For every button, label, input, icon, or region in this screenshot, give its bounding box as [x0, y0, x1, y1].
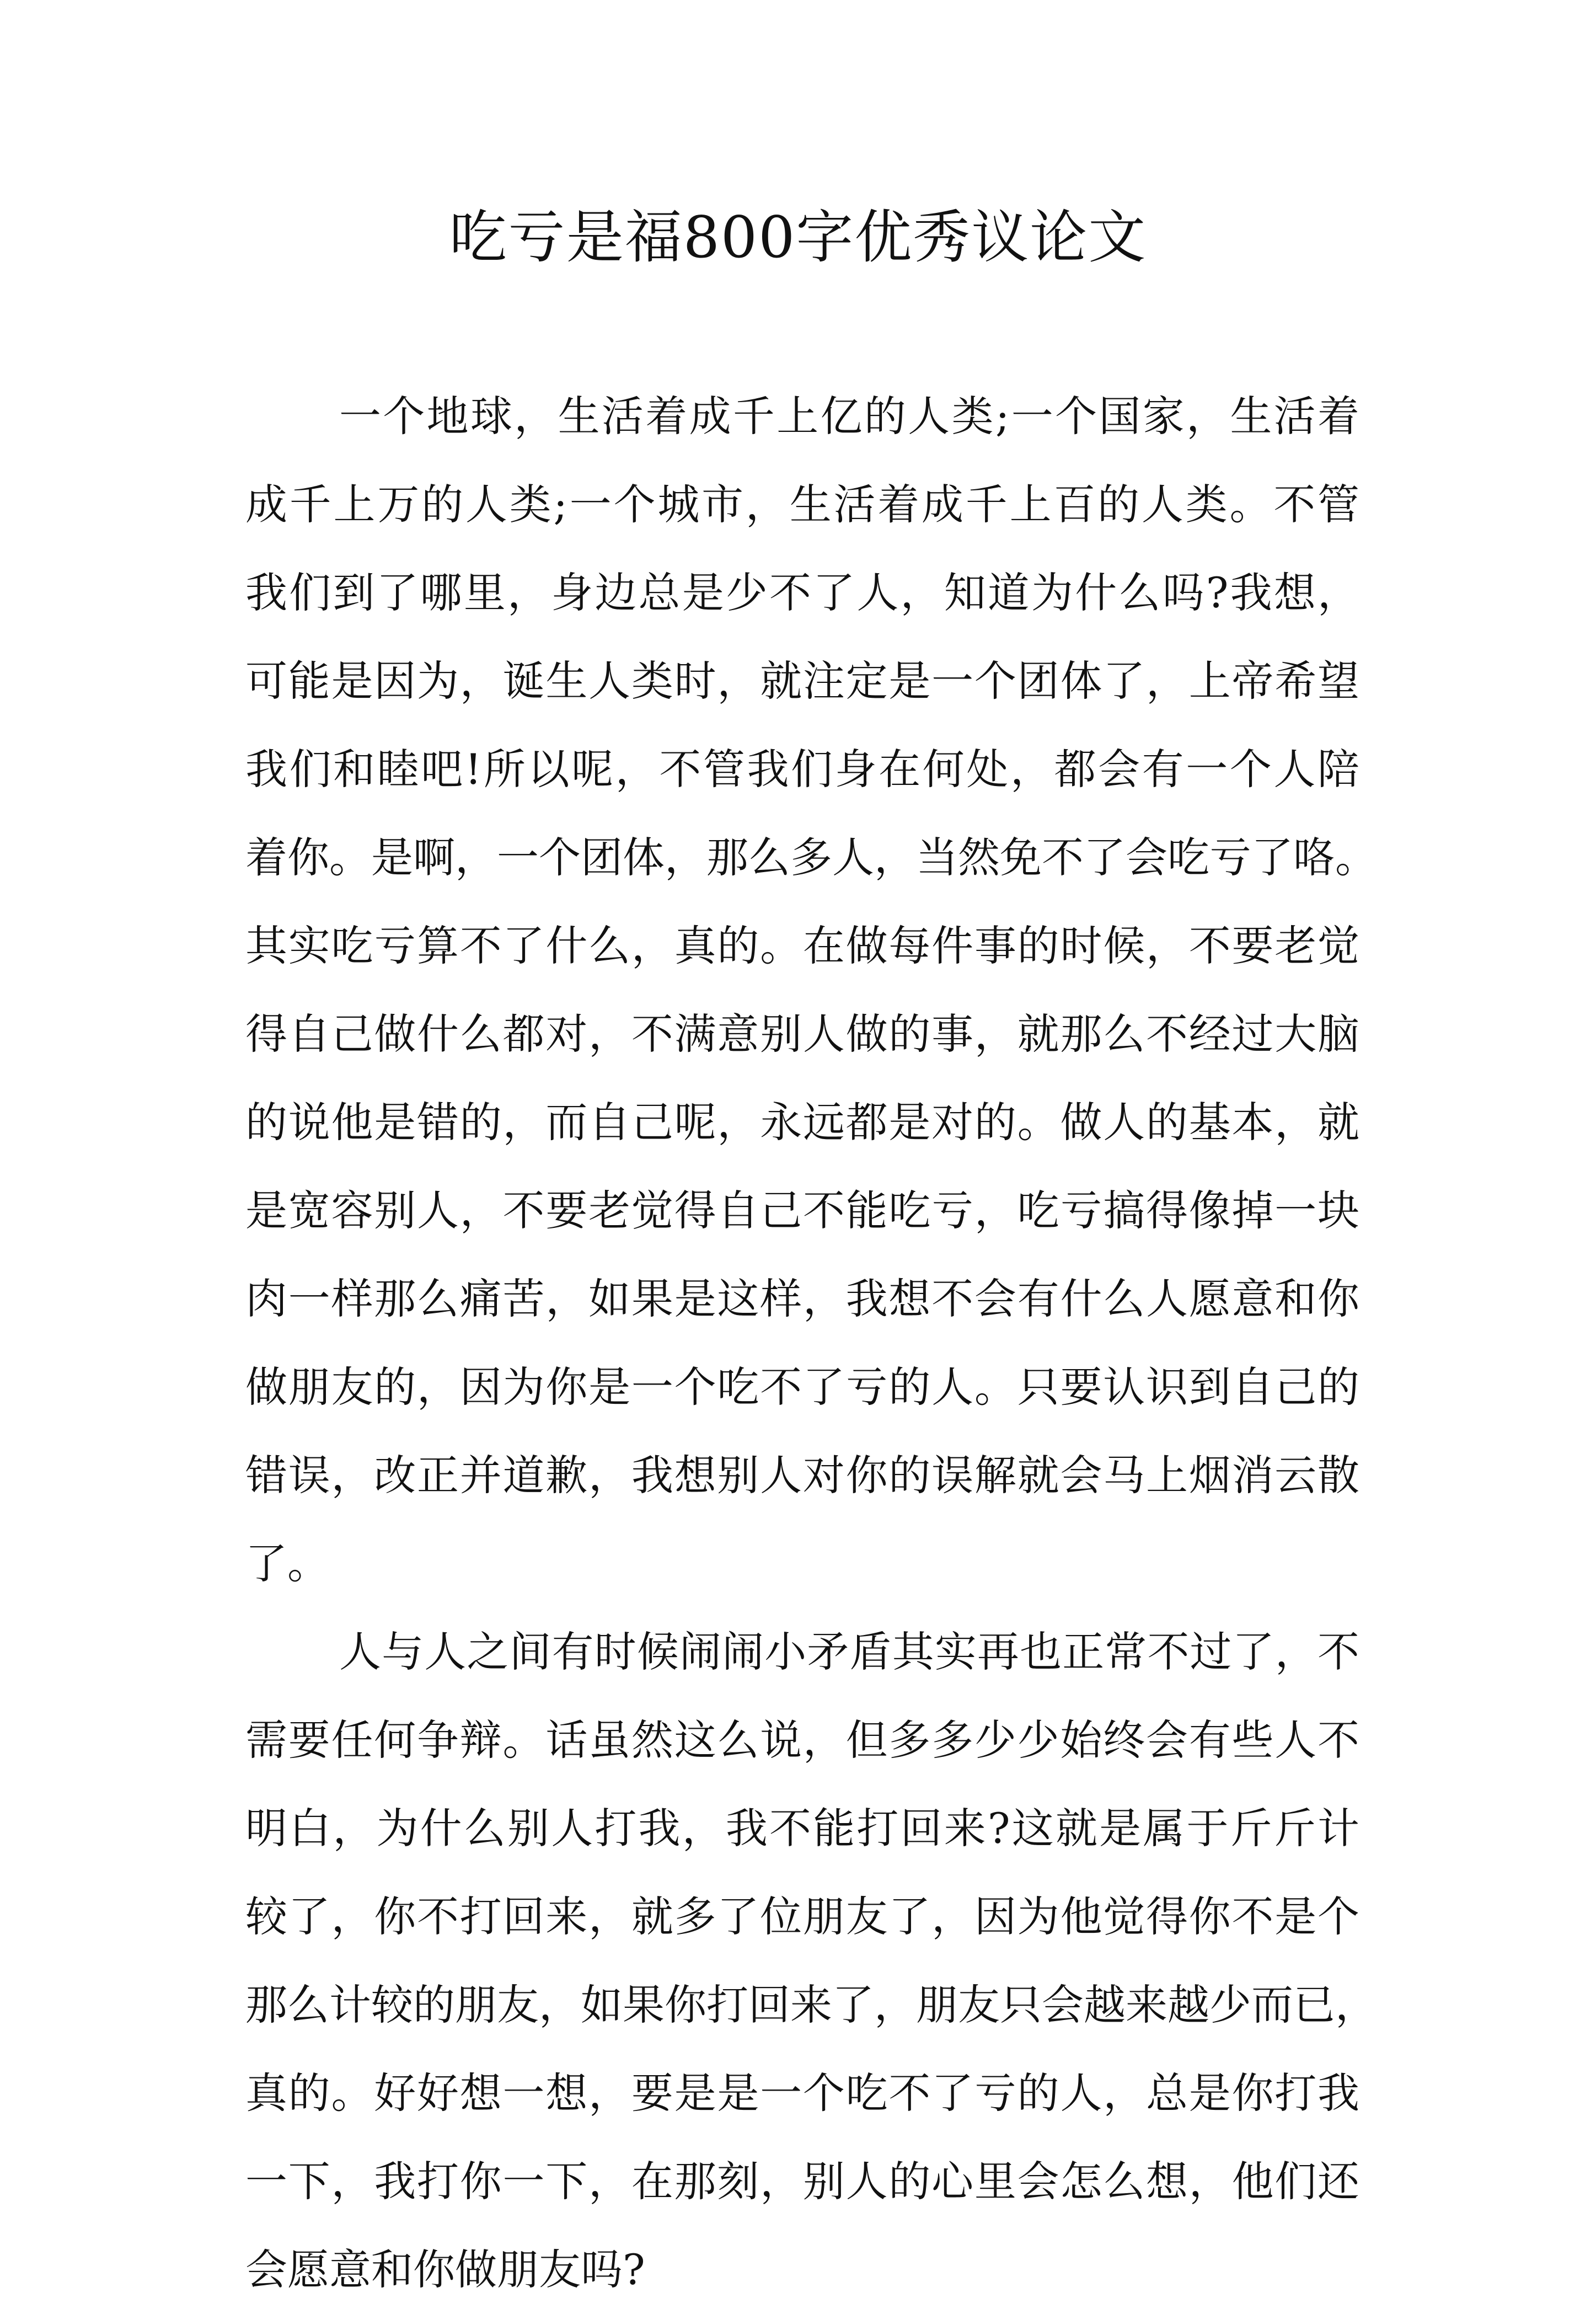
text-line: 着你。是啊，一个团体，那么多人，当然免不了会吃亏了咯。	[245, 833, 1377, 882]
text-line: 其实吃亏算不了什么，真的。在做每件事的时候，不要老觉	[245, 921, 1359, 970]
paragraph	[245, 372, 1377, 1608]
text-line: 错误，改正并道歉，我想别人对你的误解就会马上烟消云散	[245, 1451, 1359, 1500]
paragraph	[245, 1608, 1377, 2314]
text-line: 是宽容别人，不要老觉得自己不能吃亏，吃亏搞得像掉一块	[245, 1186, 1359, 1235]
text-line: 需要任何争辩。话虽然这么说，但多多少少始终会有些人不	[245, 1716, 1359, 1765]
text-line: 的说他是错的，而自己呢，永远都是对的。做人的基本，就	[245, 1098, 1359, 1147]
text-line: 一下，我打你一下，在那刻，别人的心里会怎么想，他们还	[245, 2157, 1359, 2206]
text-line: 一个地球，生活着成千上亿的人类;一个国家，生活着	[339, 392, 1359, 441]
document-body	[245, 372, 1377, 2314]
text-line: 做朋友的，因为你是一个吃不了亏的人。只要认识到自己的	[245, 1362, 1359, 1412]
text-line: 真的。好好想一想，要是是一个吃不了亏的人，总是你打我	[245, 2069, 1359, 2118]
text-line: 较了，你不打回来，就多了位朋友了，因为他觉得你不是个	[245, 1892, 1359, 1941]
text-line: 了。	[245, 1539, 329, 1588]
text-line: 明白，为什么别人打我，我不能打回来?这就是属于斤斤计	[245, 1804, 1359, 1853]
text-line: 人与人之间有时候闹闹小矛盾其实再也正常不过了，不	[339, 1627, 1359, 1676]
text-line: 我们到了哪里，身边总是少不了人，知道为什么吗?我想，	[245, 568, 1359, 617]
text-line: 肉一样那么痛苦，如果是这样，我想不会有什么人愿意和你	[245, 1274, 1359, 1323]
text-line: 我们和睦吧!所以呢，不管我们身在何处，都会有一个人陪	[245, 745, 1359, 794]
page-title: 吃亏是福800字优秀议论文	[449, 204, 1147, 271]
text-line: 成千上万的人类;一个城市，生活着成千上百的人类。不管	[245, 480, 1359, 529]
text-line: 可能是因为，诞生人类时，就注定是一个团体了，上帝希望	[245, 656, 1359, 706]
text-line: 会愿意和你做朋友吗?	[245, 2245, 645, 2294]
text-line: 那么计较的朋友，如果你打回来了，朋友只会越来越少而已，	[245, 1980, 1377, 2029]
text-line: 得自己做什么都对，不满意别人做的事，就那么不经过大脑	[245, 1009, 1359, 1059]
